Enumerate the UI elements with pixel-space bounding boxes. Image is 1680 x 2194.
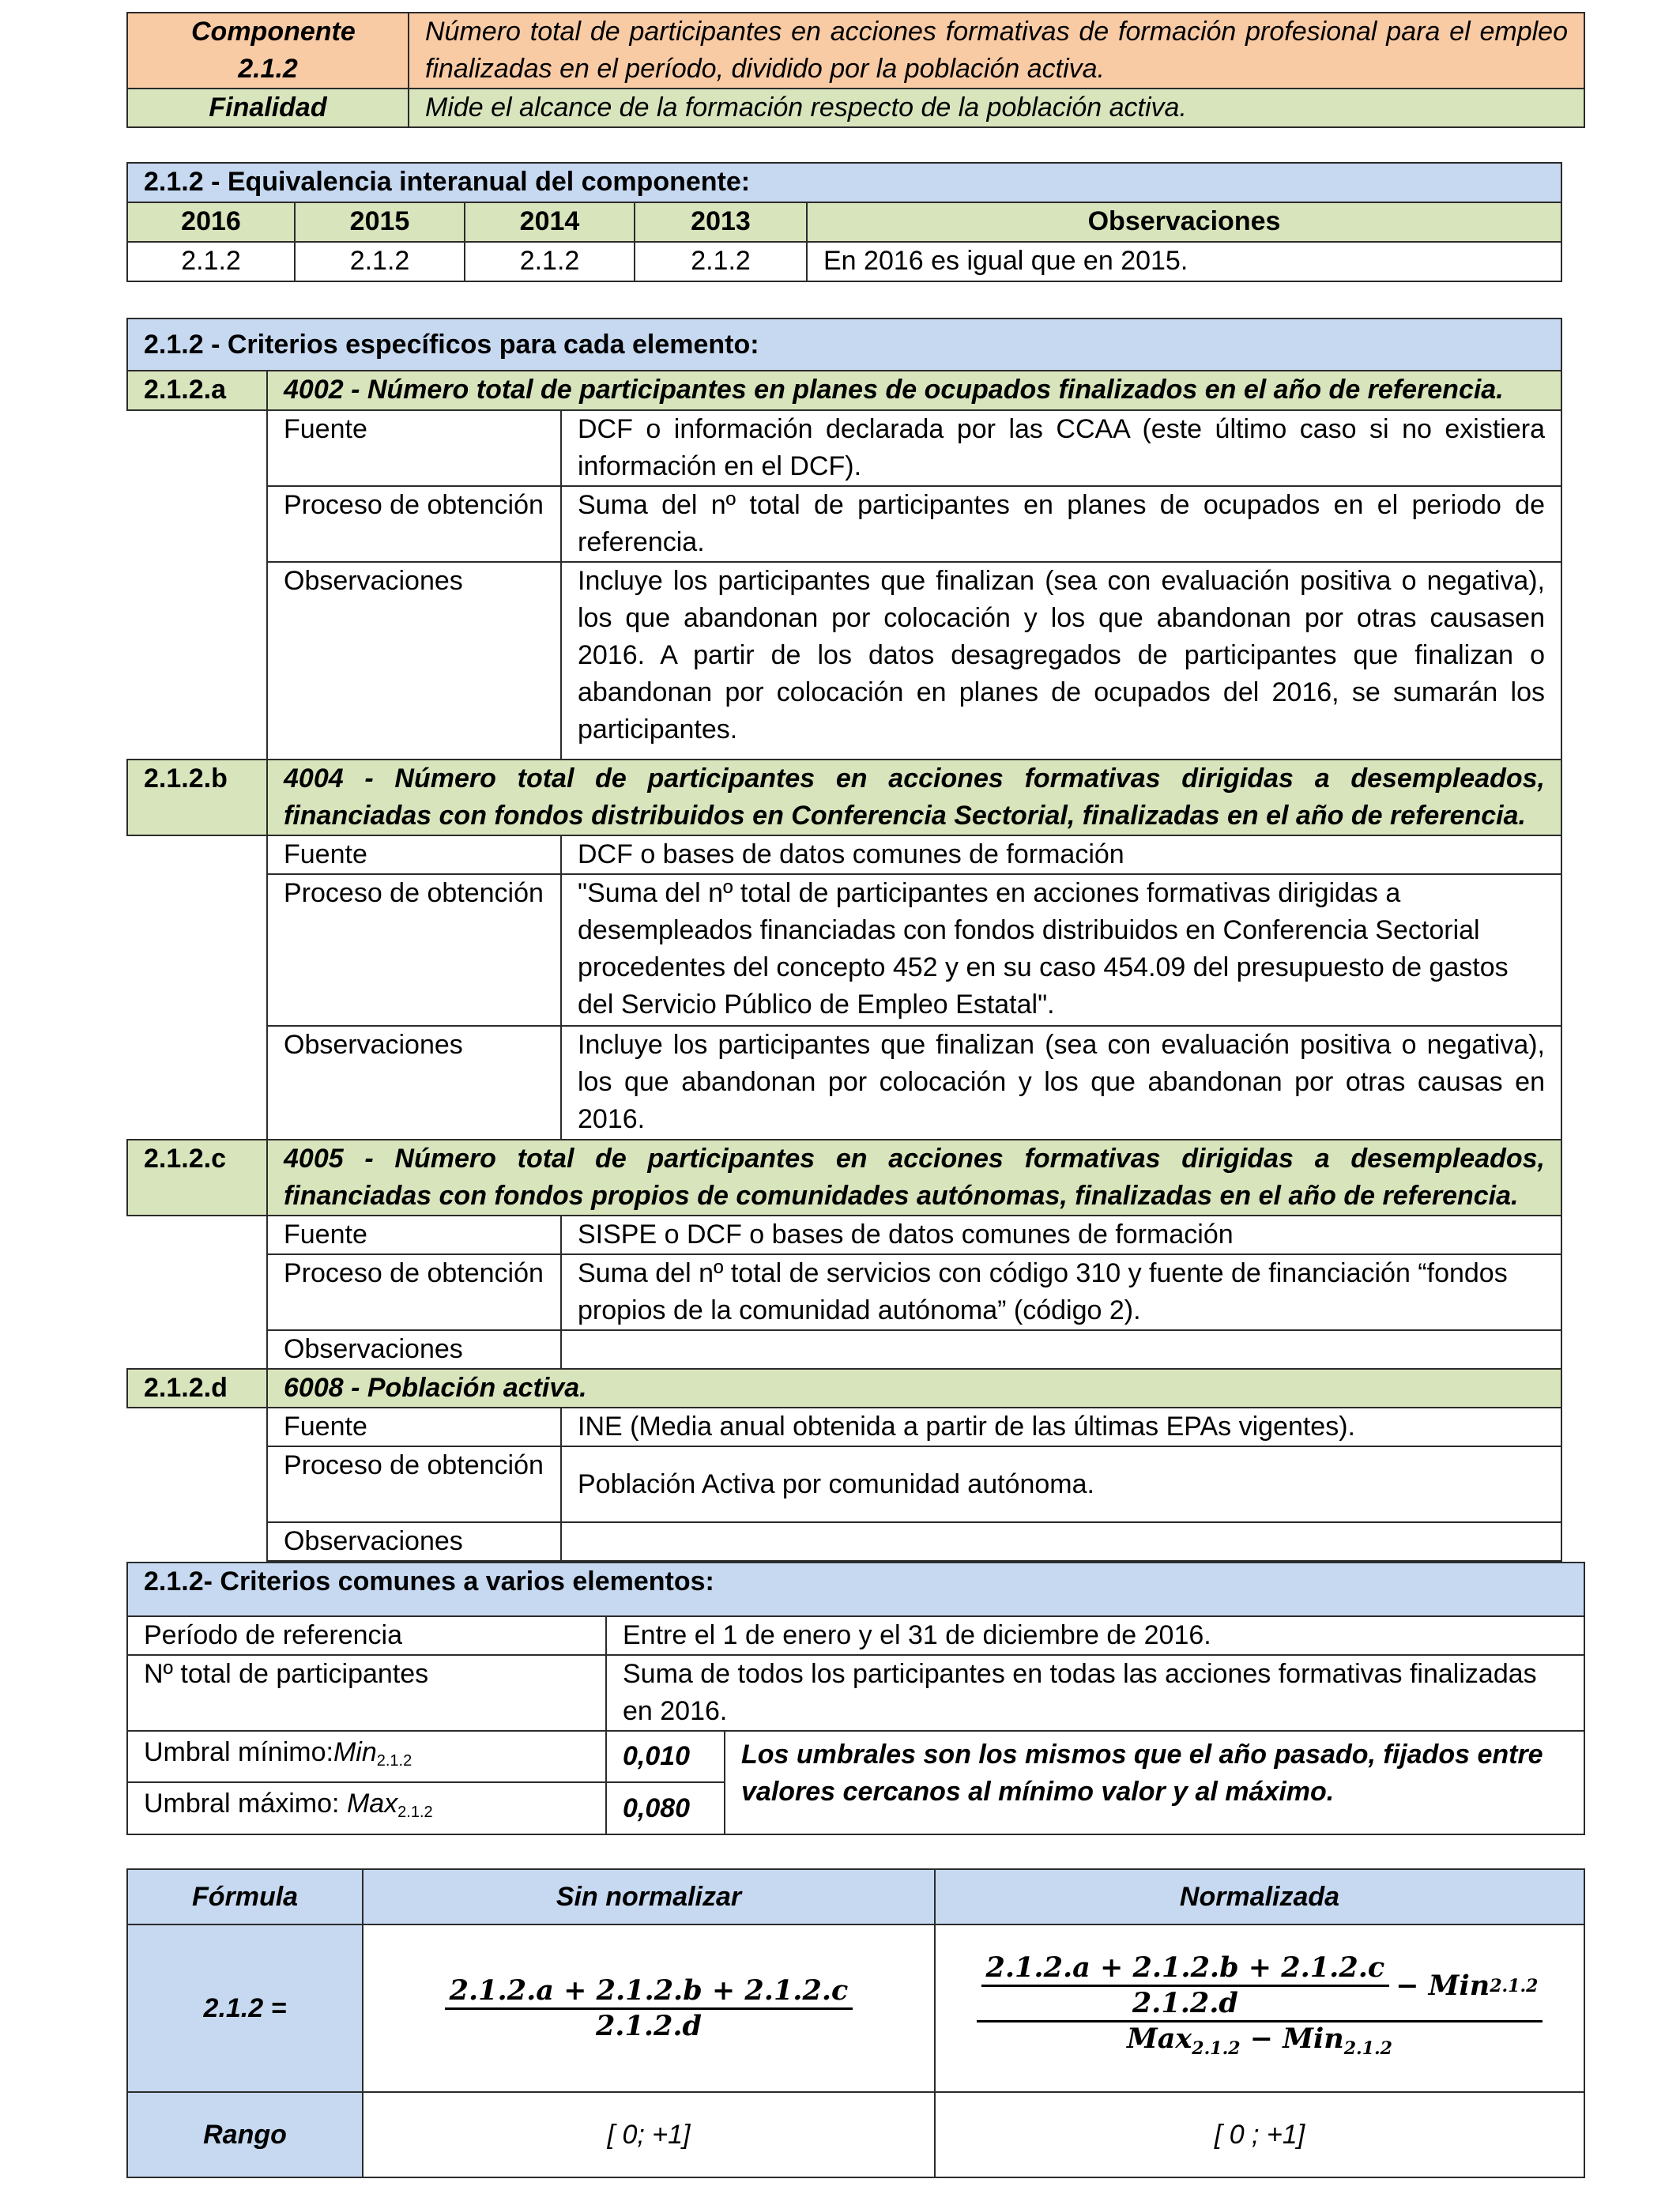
umbral-minimo-var: Min — [333, 1736, 377, 1767]
inner-fraction — [981, 1951, 1390, 2020]
fraction-numerator: 2.1.2.a + 2.1.2.b + 2.1.2.c — [445, 1974, 853, 2010]
fuente-label: Fuente — [267, 1216, 561, 1254]
rango-sin-normalizar: [ 0; +1] — [363, 2092, 935, 2177]
equivalencia-header-row — [127, 202, 1561, 242]
den-minus-min-term: − Min — [1240, 2022, 1344, 2055]
inner-fraction-denominator: 2.1.2.d — [1132, 1987, 1238, 2019]
equivalencia-table — [126, 162, 1562, 282]
finalidad-text: Mide el alcance de la formación respecto de la población activa. — [409, 89, 1584, 127]
outer-fraction-denominator — [1122, 2022, 1397, 2065]
observaciones-label: Observaciones — [267, 562, 561, 760]
outer-fraction — [977, 1951, 1543, 2065]
max-subscript: 2.1.2 — [1192, 2038, 1241, 2059]
comunes-title: 2.1.2- Criterios comunes a varios elementos: — [127, 1563, 1584, 1616]
minus-min-term: − Min — [1396, 1969, 1490, 2002]
proceso-label: Proceso de obtención — [267, 1446, 561, 1522]
umbral-minimo-text: Umbral mínimo: — [144, 1736, 333, 1767]
umbral-note: Los umbrales son los mismos que el año pasado, fijados entre valores cercanos al mínimo valor y al máximo. — [725, 1731, 1584, 1834]
proceso-label: Proceso de obtención — [267, 486, 561, 562]
element-spacer — [127, 410, 267, 760]
proceso-value: Suma del nº total de servicios con código 310 y fuente de financiación “fondos propios de la comunidad autónoma” (código 2). — [561, 1254, 1561, 1330]
umbral-maximo-sub: 2.1.2 — [397, 1804, 433, 1821]
umbral-minimo-label — [127, 1731, 606, 1782]
component-header-table — [126, 12, 1585, 128]
proceso-value: Población Activa por comunidad autónoma. — [561, 1446, 1561, 1522]
observaciones-value — [561, 1330, 1561, 1369]
fuente-value: INE (Media anual obtenida a partir de las últimas EPAs vigentes). — [561, 1408, 1561, 1446]
fuente-value: SISPE o DCF o bases de datos comunes de formación — [561, 1216, 1561, 1254]
fuente-label: Fuente — [267, 835, 561, 874]
observaciones-label: Observaciones — [267, 1026, 561, 1140]
total-participantes-value: Suma de todos los participantes en todas las acciones formativas finalizadas en 2016. — [606, 1655, 1584, 1731]
proceso-label: Proceso de obtención — [267, 1254, 561, 1330]
criterios-title: 2.1.2 - Criterios específicos para cada elemento: — [127, 319, 1561, 371]
table-cell: 2.1.2 — [465, 242, 635, 281]
column-header: 2015 — [295, 202, 465, 242]
element-spacer — [127, 1408, 267, 1561]
element-header-row — [127, 371, 1561, 410]
table-cell: 2.1.2 — [635, 242, 807, 281]
periodo-value: Entre el 1 de enero y el 31 de diciembre de 2016. — [606, 1616, 1584, 1655]
min-subscript: 2.1.2 — [1490, 1975, 1539, 1996]
equivalencia-title: 2.1.2 - Equivalencia interanual del componente: — [127, 163, 1561, 202]
rango-normalizada: [ 0 ; +1] — [935, 2092, 1584, 2177]
proceso-value: Suma del nº total de participantes en planes de ocupados en el periodo de referencia. — [561, 486, 1561, 562]
fuente-value: DCF o bases de datos comunes de formación — [561, 835, 1561, 874]
observaciones-value: Incluye los participantes que finalizan (sea con evaluación positiva o negativa), los que abandonan por colocación y los que abandonan por otras causasen 2016. A partir de los datos desagregados de participantes que finalizan o abandonan por colocación en planes de ocupados del 2016, se sumarán los participantes. — [561, 562, 1561, 760]
formula-normalizada — [935, 1924, 1584, 2092]
umbral-minimo-value: 0,010 — [606, 1731, 725, 1782]
max-term: Max — [1127, 2022, 1192, 2055]
element-header-row — [127, 760, 1561, 835]
proceso-value: "Suma del nº total de participantes en acciones formativas dirigidas a desempleados financiadas con fondos distribuidos en Conferencia Sectorial procedentes del concepto 452 y en su caso 454.09 del presupuesto de gastos del Servicio Público de Empleo Estatal". — [561, 874, 1561, 1026]
column-header: Observaciones — [807, 202, 1561, 242]
column-header: 2013 — [635, 202, 807, 242]
umbral-maximo-text: Umbral máximo: — [144, 1789, 347, 1819]
fuente-value: DCF o información declarada por las CCAA (este último caso si no existiera información en el DCF). — [561, 410, 1561, 486]
finalidad-label: Finalidad — [127, 89, 409, 127]
element-title: 4005 - Número total de participantes en acciones formativas dirigidas a desempleados, financiadas con fondos propios de comunidades autónomas, finalizadas en el año de referencia. — [267, 1140, 1561, 1216]
observaciones-label: Observaciones — [267, 1330, 561, 1369]
column-header: 2014 — [465, 202, 635, 242]
fraction-denominator: 2.1.2.d — [595, 2009, 703, 2042]
componente-label: Componente 2.1.2 — [127, 13, 409, 89]
proceso-label: Proceso de obtención — [267, 874, 561, 1026]
formula-header: Fórmula — [127, 1869, 363, 1924]
componente-text: Número total de participantes en acciones formativas de formación profesional para el empleo finalizadas en el período, dividido por la población activa. — [409, 13, 1584, 89]
fraction — [445, 1974, 853, 2043]
periodo-label: Período de referencia — [127, 1616, 606, 1655]
element-code: 2.1.2.d — [127, 1369, 267, 1408]
observaciones-label: Observaciones — [267, 1522, 561, 1561]
element-spacer — [127, 1216, 267, 1369]
element-title: 4004 - Número total de participantes en acciones formativas dirigidas a desempleados, financiadas con fondos distribuidos en Conferencia Sectorial, finalizadas en el año de referencia. — [267, 760, 1561, 835]
element-code: 2.1.2.a — [127, 371, 267, 410]
table-cell: En 2016 es igual que en 2015. — [807, 242, 1561, 281]
rango-label: Rango — [127, 2092, 363, 2177]
normalizada-header: Normalizada — [935, 1869, 1584, 1924]
element-spacer — [127, 835, 267, 1140]
fuente-label: Fuente — [267, 1408, 561, 1446]
den-min-subscript: 2.1.2 — [1343, 2038, 1392, 2059]
observaciones-value: Incluye los participantes que finalizan (sea con evaluación positiva o negativa), los que abandonan por colocación y los que abandonan por otras causas en 2016. — [561, 1026, 1561, 1140]
element-code: 2.1.2.b — [127, 760, 267, 835]
fuente-label: Fuente — [267, 410, 561, 486]
element-title: 4002 - Número total de participantes en planes de ocupados finalizados en el año de referencia. — [267, 371, 1561, 410]
formula-row-label: 2.1.2 = — [127, 1924, 363, 2092]
element-title: 6008 - Población activa. — [267, 1369, 1561, 1408]
observaciones-value — [561, 1522, 1561, 1561]
sin-normalizar-header: Sin normalizar — [363, 1869, 935, 1924]
inner-fraction-numerator: 2.1.2.a + 2.1.2.b + 2.1.2.c — [981, 1951, 1390, 1987]
column-header: 2016 — [127, 202, 295, 242]
table-cell: 2.1.2 — [127, 242, 295, 281]
element-code: 2.1.2.c — [127, 1140, 267, 1216]
umbral-maximo-label — [127, 1782, 606, 1834]
umbral-minimo-sub: 2.1.2 — [376, 1751, 412, 1770]
table-row — [127, 242, 1561, 281]
formula-table — [126, 1868, 1585, 2178]
total-participantes-label: Nº total de participantes — [127, 1655, 606, 1731]
element-header-row — [127, 1369, 1561, 1408]
umbral-maximo-value: 0,080 — [606, 1782, 725, 1834]
formula-sin-normalizar — [363, 1924, 935, 2092]
criterios-especificos-table — [126, 318, 1562, 1562]
umbral-maximo-var: Max — [346, 1789, 398, 1819]
criterios-comunes-table — [126, 1562, 1585, 1835]
element-header-row — [127, 1140, 1561, 1216]
table-cell: 2.1.2 — [295, 242, 465, 281]
outer-fraction-numerator — [977, 1951, 1543, 2022]
